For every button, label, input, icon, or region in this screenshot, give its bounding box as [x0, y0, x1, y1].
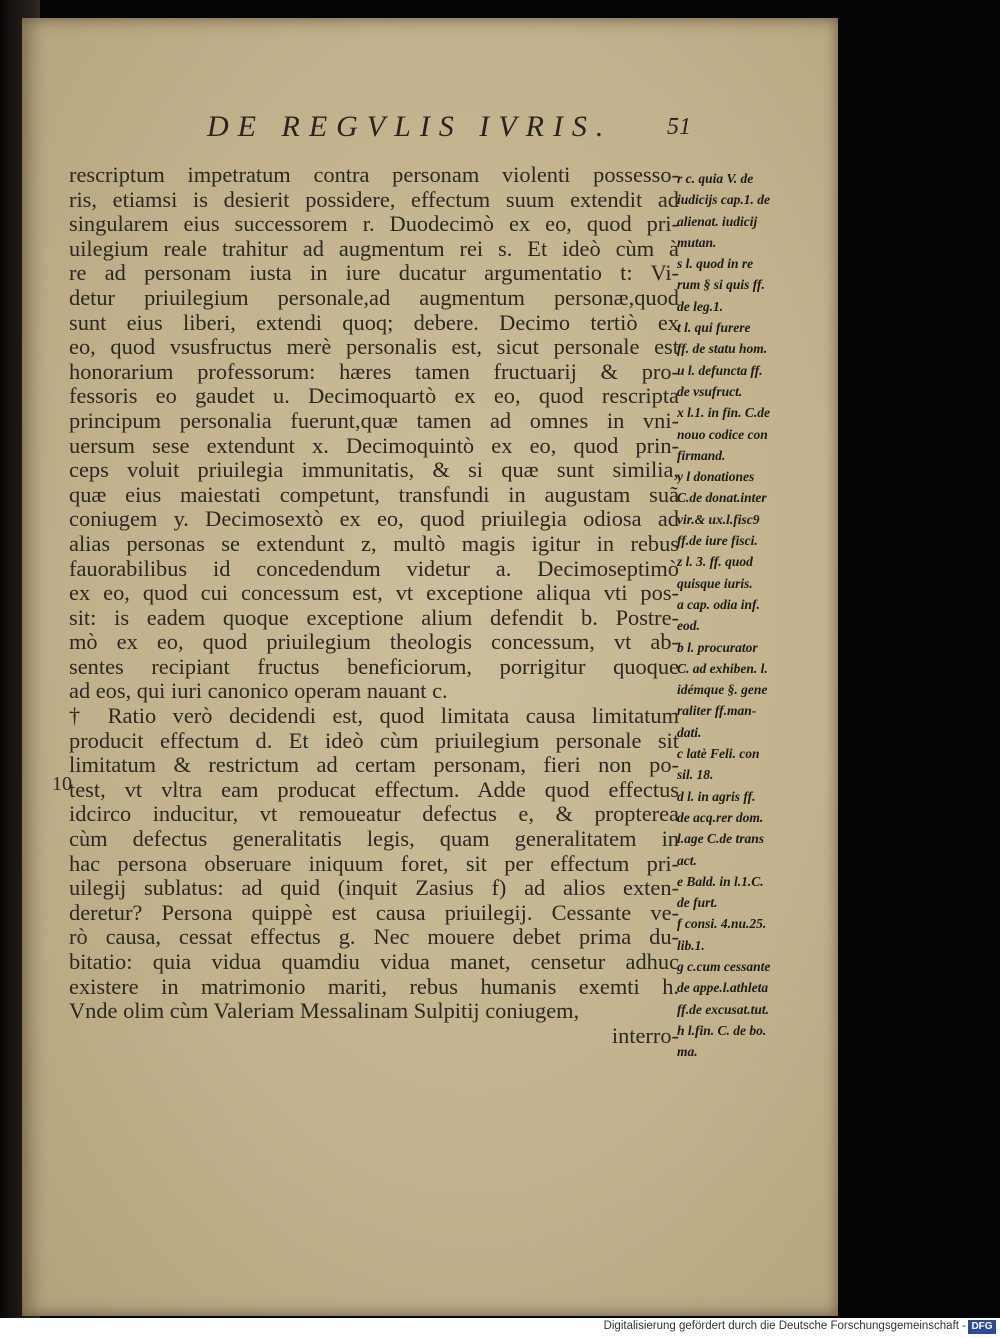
text-line: producit effectum d. Et ideò cùm priuilegium personale sit — [69, 728, 679, 753]
margin-note-line: dati. — [677, 724, 702, 740]
text-line: quæ eius maiestati competunt, transfundi in augustam suã — [69, 482, 679, 507]
margin-note-line: iudicijs cap.1. de — [677, 192, 770, 208]
text-line: honorarium professorum: hæres tamen fructuarij & pro- — [69, 359, 679, 384]
margin-note-line: de appe.l.athleta — [677, 980, 769, 996]
page-header — [187, 110, 837, 160]
margin-note-line: y l donationes — [677, 469, 755, 485]
text-line: cùm defectus generalitatis legis, quam generalitatem in — [69, 827, 679, 852]
margin-note-line: s l. quod in re — [677, 256, 754, 272]
text-line: uilegij sublatus: ad quid (inquit Zasius f) ad alios exten- — [69, 876, 679, 901]
margin-note-line: idémque §. gene — [677, 682, 768, 698]
margin-note-line: mutan. — [677, 234, 717, 250]
text-line: ad eos, qui iuri canonico operam nauant c. — [69, 679, 448, 704]
margin-note-line: l.age C.de trans — [677, 831, 765, 847]
text-line: test, vt vltra eam producat effectum. Adde quod effectus — [69, 777, 679, 802]
text-line: † Ratio verò decidendi est, quod limitata causa limitatum — [69, 704, 679, 729]
text-line: alias personas se extendunt z, multò magis igitur in rebus — [69, 531, 679, 556]
margin-note-line: c latè Feli. con — [677, 746, 760, 762]
margin-note-line: f consi. 4.nu.25. — [677, 916, 767, 932]
margin-note-line: e Bald. in l.1.C. — [677, 873, 764, 889]
margin-note-line: z l. 3. ff. quod — [677, 554, 753, 570]
text-line: limitatum & restrictum ad certam personam, fieri non po- — [69, 753, 679, 778]
margin-note-line: t l. qui furere — [677, 320, 751, 336]
page-number: 51 — [667, 114, 691, 140]
margin-note-line: rum § si quis ff. — [677, 277, 765, 293]
margin-note-line: eod. — [677, 618, 700, 634]
text-line: detur priuilegium personale,ad augmentum personæ,quod — [69, 285, 679, 310]
text-line: sentes recipiant fructus beneficiorum, porrigitur quoque — [69, 654, 679, 679]
margin-note-line: sil. 18. — [677, 767, 714, 783]
margin-notes-column — [677, 168, 837, 1062]
footer-bar — [0, 1318, 1000, 1338]
line-number: 10 — [52, 773, 72, 795]
text-line: sit: is eadem quoque exceptione alium defendit b. Postre- — [69, 605, 679, 630]
margin-note-line: alienat. iudicij — [677, 213, 758, 229]
margin-note-line: ff.de iure fisci. — [677, 533, 758, 549]
text-line: deretur? Persona quippè est causa priuilegij. Cessante ve- — [69, 900, 679, 925]
margin-note-line: vir.& ux.l.fisc9 — [677, 511, 760, 527]
text-line: fauorabilibus id concedendum videtur a. Decimoseptimò — [69, 556, 679, 581]
margin-note-line: b l. procurator — [677, 639, 758, 655]
margin-note-line: de vsufruct. — [677, 383, 743, 399]
text-line: rescriptum impetratum contra personam violenti possesso- — [69, 163, 679, 187]
text-line: bitatio: quia vidua quamdiu vidua manet, censetur adhuc — [69, 950, 679, 974]
margin-note-line: ma. — [677, 1044, 698, 1060]
text-line: fessoris eo gaudet u. Decimoquartò ex eo, quod rescripta — [69, 384, 679, 409]
text-line: ex eo, quod cui concessum est, vt exceptione aliqua vti pos- — [69, 581, 679, 606]
margin-note-line: a cap. odia inf. — [677, 596, 760, 612]
margin-note-line: u l. defuncta ff. — [677, 362, 763, 378]
margin-note-line: C.de donat.inter — [677, 490, 767, 506]
margin-note-line: quisque iuris. — [677, 575, 753, 591]
margin-note-line: firmand. — [677, 447, 726, 463]
text-line: uersum sese extendunt x. Decimoquintò ex eo, quod prin- — [69, 433, 679, 458]
text-line: rò causa, cessat effectus g. Nec mouere debet prima du- — [69, 925, 679, 950]
text-line: Vnde olim cùm Valeriam Messalinam Sulpitij coniugem, — [69, 999, 580, 1024]
text-line: sunt eius liberi, extendi quoq; debere. Decimo tertiò ex — [69, 310, 679, 335]
footer-credit: Digitalisierung gefördert durch die Deutsche Forschungsgemeinschaft - — [603, 1320, 966, 1332]
text-line: existere in matrimonio mariti, rebus humanis exemti h. — [69, 974, 679, 999]
margin-note-line: h l.fin. C. de bo. — [677, 1022, 767, 1038]
text-line: interro- — [611, 1023, 679, 1048]
text-line: idcirco inducitur, vt remoueatur defectus e, & propterea — [69, 802, 679, 827]
margin-note-line: ff.de excusat.tut. — [677, 1001, 769, 1017]
text-line: ceps voluit priuilegia immunitatis, & si quæ sunt similia, — [69, 458, 679, 483]
margin-note-line: lib.1. — [677, 937, 705, 953]
running-title: DE REGVLIS IVRIS. — [207, 110, 613, 143]
margin-note-line: nouo codice con — [677, 426, 768, 442]
margin-note-line: r c. quia V. de — [677, 171, 754, 186]
text-line: principum personalia fuerunt,quæ tamen ad omnes in vni- — [69, 408, 679, 433]
text-line: uilegium reale trahitur ad augmentum rei s. Et ideò cùm à — [69, 236, 679, 261]
margin-note-line: C. ad exhiben. l. — [677, 660, 768, 676]
margin-note-line: de acq.rer dom. — [677, 809, 764, 825]
text-line: eo, quod vsusfructus merè personalis est, sicut personale est — [69, 335, 679, 360]
text-line: re ad personam iusta in iure ducatur argumentatio t: Vi- — [69, 261, 679, 286]
margin-note-line: g c.cum cessante — [677, 958, 771, 974]
text-line: singularem eius successorem r. Duodecimò ex eo, quod pri- — [69, 212, 679, 237]
margin-note-line: de leg.1. — [677, 298, 724, 314]
book-page — [22, 18, 838, 1316]
margin-note-line: act. — [677, 852, 697, 868]
dfg-logo: DFG — [968, 1320, 996, 1334]
text-line: ris, etiamsi is desierit possidere, effectum suum extendit ad — [69, 187, 679, 212]
text-line: hac persona obseruare iniquum foret, sit per effectum pri- — [69, 851, 679, 876]
margin-note-line: d l. in agris ff. — [677, 788, 756, 804]
margin-note-line: de furt. — [677, 895, 718, 911]
margin-note-line: x l.1. in fin. C.de — [677, 405, 771, 421]
main-text-block — [69, 163, 679, 1048]
margin-note-line: raliter ff.man- — [677, 703, 757, 719]
text-line: mò ex eo, quod priuilegium theologis concessum, vt ab- — [69, 630, 679, 655]
margin-note-line: ff. de statu hom. — [677, 341, 768, 357]
text-line: coniugem y. Decimosextò ex eo, quod priuilegia odiosa ad — [69, 507, 679, 532]
